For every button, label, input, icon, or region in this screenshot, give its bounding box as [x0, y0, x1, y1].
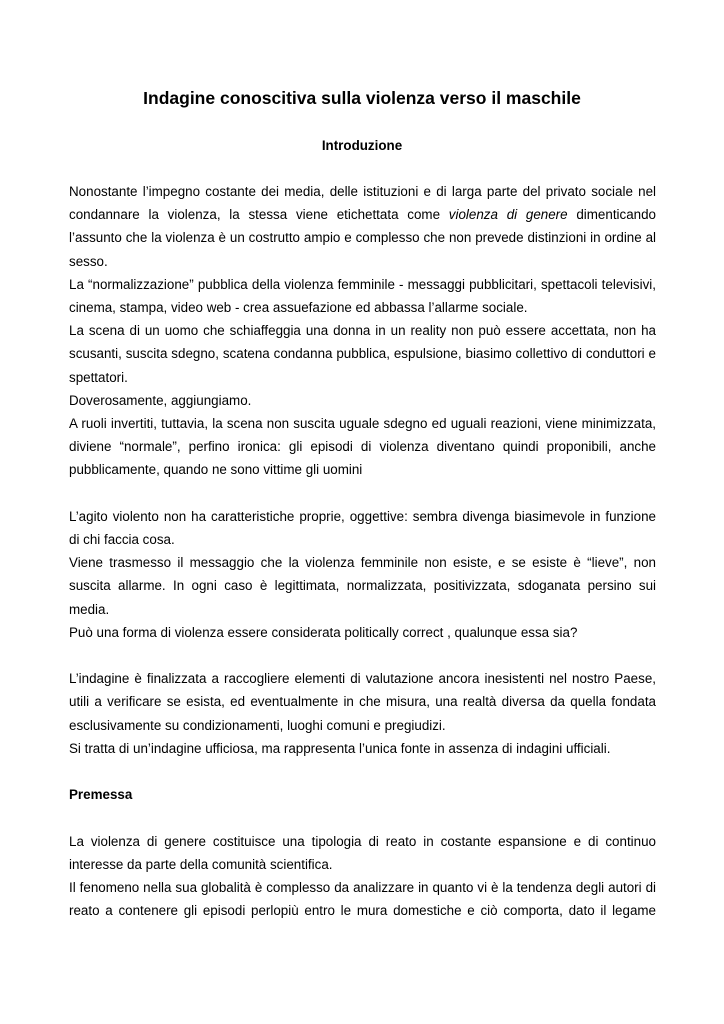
- section-heading-introduzione: Introduzione: [321, 138, 403, 153]
- paragraph: La “normalizzazione” pubblica della violenza femminile - messaggi pubblicitari, spettacoli televisivi, cinema, stampa, video web - crea assuefazione ed abbassa l’allarme sociale.: [69, 276, 656, 316]
- paragraph: L’indagine è finalizzata a raccogliere elementi di valutazione ancora inesistenti nel nostro Paese, utili a verificare se esista, ed eventualmente in che misura, una realtà diversa da quella fondata esclusivamente su condizionamenti, luoghi comuni e pregiudizi.: [69, 671, 656, 733]
- paragraph: A ruoli invertiti, tuttavia, la scena non suscita uguale sdegno ed uguali reazioni, viene minimizzata, diviene “normale”, perfino ironica: gli episodi di violenza diventano quindi proponibili, anche pubblicamente, quando ne sono vittime gli uomini: [69, 416, 656, 478]
- paragraph: Doverosamente, aggiungiamo.: [69, 392, 252, 408]
- paragraph-text: dimenticando l’assunto che la violenza è un costrutto ampio e complesso che non prevede distinzioni in ordine al sesso.: [69, 207, 656, 269]
- paragraph: Viene trasmesso il messaggio che la violenza femminile non esiste, e se esiste è “lieve”, non suscita allarme. In ogni caso è legittimata, normalizzata, positivizzata, sdoganata persino sui media.: [69, 555, 656, 617]
- section-heading-premessa: Premessa: [69, 787, 133, 803]
- document-body: [69, 180, 656, 922]
- paragraph-gap: [69, 644, 656, 667]
- paragraph: Si tratta di un’indagine ufficiosa, ma rappresenta l’unica fonte in assenza di indagini ufficiali.: [69, 740, 611, 756]
- paragraph-text: Nonostante l’impegno costante dei media, delle istituzioni e di larga parte del privato sociale nel condannare la violenza, la stessa viene etichettata come: [69, 184, 656, 223]
- paragraph-gap: [69, 482, 656, 505]
- paragraph-gap: [69, 760, 656, 783]
- paragraph: Il fenomeno nella sua globalità è complesso da analizzare in quanto vi è la tendenza degli autori di reato a contenere gli episodi perlopiù entro le mura domestiche e ciò comporta, dato il legame: [69, 880, 656, 919]
- document-title: Indagine conoscitiva sulla violenza verso il maschile: [143, 88, 581, 108]
- paragraph: La scena di un uomo che schiaffeggia una donna in un reality non può essere accettata, non ha scusanti, suscita sdegno, scatena condanna pubblica, espulsione, biasimo collettivo di conduttori e spettatori.: [69, 323, 656, 385]
- paragraph: La violenza di genere costituisce una tipologia di reato in costante espansione e di continuo interesse da parte della comunità scientifica.: [69, 833, 656, 872]
- paragraph: Può una forma di violenza essere considerata politically correct , qualunque essa sia?: [69, 624, 578, 640]
- italic-term: violenza di genere: [448, 207, 568, 223]
- paragraph: [69, 180, 656, 273]
- paragraph: L’agito violento non ha caratteristiche proprie, oggettive: sembra divenga biasimevole in funzione di chi faccia cosa.: [69, 508, 656, 548]
- paragraph-gap: [69, 806, 656, 829]
